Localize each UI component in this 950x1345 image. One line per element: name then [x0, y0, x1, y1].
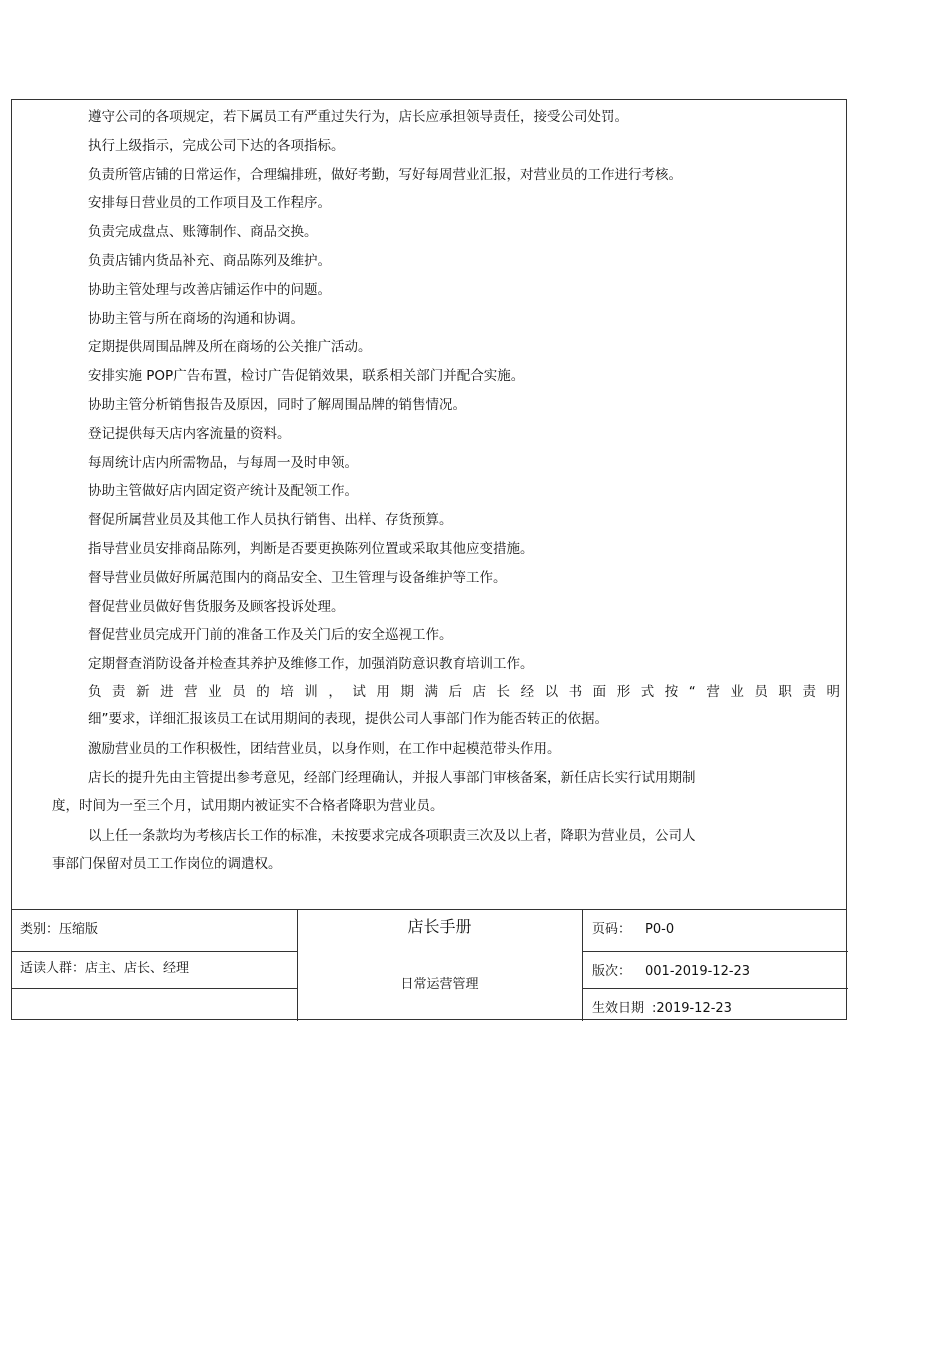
duty-line: 执行上级指示，完成公司下达的各项指标。 [88, 137, 345, 154]
duty-line: 督促营业员做好售货服务及顾客投诉处理。 [88, 598, 345, 615]
justified-char: 以 [544, 684, 559, 700]
divider [582, 910, 583, 1021]
effective-label: 生效日期 [592, 1001, 645, 1016]
duty-line: 定期提供周围品牌及所在商场的公关推广活动。 [88, 339, 372, 356]
page-label: 页码： [592, 922, 632, 937]
justified-char: 经 [520, 684, 535, 700]
justified-char: “ [688, 684, 696, 700]
justified-char: 新 [136, 684, 150, 700]
duty-line: 负责店铺内货品补充、商品陈列及维护。 [88, 253, 331, 269]
version-label: 版次： [592, 964, 632, 979]
document-body [12, 100, 846, 910]
promotion-line: 店长的提升先由主管提出参考意见，经部门经理确认，并报人事部门审核备案，新任店长实行试用期制 [88, 770, 696, 786]
duty-line: 每周统计店内所需物品，与每周一及时申领。 [88, 454, 358, 471]
document-footer-table [12, 909, 846, 1021]
justified-char: 负 [88, 684, 102, 700]
justified-char: 责 [802, 684, 816, 700]
divider [12, 951, 297, 952]
duty-line: 遵守公司的各项规定，若下属员工有严重过失行为，店长应承担领导责任，接受公司处罚。 [88, 109, 628, 125]
justified-char: 营 [184, 684, 198, 700]
justified-char: 后 [448, 684, 462, 700]
manual-subtitle: 日常运营管理 [400, 977, 479, 992]
duty-line: 督导营业员做好所属范围内的商品安全、卫生管理与设备维护等工作。 [88, 569, 507, 586]
justified-char: ， [328, 684, 342, 700]
divider [582, 951, 848, 952]
effective-date-cell [592, 1001, 732, 1017]
audience-cell: 适读人群：店主、店长、经理 [20, 961, 190, 976]
manual-title: 店长手册 [407, 917, 472, 936]
document-frame [11, 99, 847, 1020]
divider [582, 988, 848, 989]
category-cell: 类别：压缩版 [20, 922, 99, 937]
justified-char: 责 [112, 684, 126, 700]
version-cell [592, 964, 750, 980]
version-value: 001-2019-12-23 [645, 964, 751, 979]
divider [12, 988, 297, 989]
duty-line: 负责所管店铺的日常运作，合理编排班，做好考勤，写好每周营业汇报，对营业员的工作进行考核。 [88, 166, 682, 183]
justified-char: 形 [616, 684, 631, 700]
justified-char: 店 [472, 684, 486, 700]
justified-char: 营 [706, 684, 720, 700]
duty-line: 督促营业员完成开门前的准备工作及关门后的安全巡视工作。 [88, 627, 453, 644]
justified-char: 试 [352, 684, 366, 700]
justified-char: 长 [496, 684, 511, 700]
duty-line: 登记提供每天店内客流量的资料。 [88, 425, 291, 442]
motivate-line: 激励营业员的工作积极性，团结营业员，以身作则，在工作中起模范带头作用。 [88, 741, 561, 757]
justified-char: 训 [304, 684, 318, 700]
page-value: P0-0 [645, 922, 675, 937]
justified-char: 按 [664, 684, 679, 700]
duty-line: 安排每日营业员的工作项目及工作程序。 [88, 195, 331, 212]
justified-char: 期 [400, 684, 414, 700]
justified-char: 式 [640, 684, 655, 700]
page-cell [592, 922, 674, 938]
justified-char: 员 [232, 684, 246, 700]
duty-line: 指导营业员安排商品陈列，判断是否要更换陈列位置或采取其他应变措施。 [88, 541, 534, 557]
justified-char: 业 [208, 684, 222, 700]
standard-line-cont: 事部门保留对员工工作岗位的调遣权。 [52, 856, 282, 872]
duty-line: 督促所属营业员及其他工作人员执行销售、出样、存货预算。 [88, 512, 453, 529]
duty-line: 负责完成盘点、账簿制作、商品交换。 [88, 224, 318, 241]
justified-char: 的 [256, 684, 270, 700]
justified-char: 进 [160, 684, 174, 700]
promotion-line-cont: 度，时间为一至三个月，试用期内被证实不合格者降职为营业员。 [52, 798, 444, 814]
duty-line: 协助主管做好店内固定资产统计及配领工作。 [88, 483, 358, 500]
duty-line: 安排实施 POP广告布置，检讨广告促销效果，联系相关部门并配合实施。 [88, 368, 525, 385]
justified-char: 用 [376, 684, 390, 700]
justified-char: 培 [280, 684, 294, 700]
standard-line: 以上任一条款均为考核店长工作的标准，未按要求完成各项职责三次及以上者，降职为营业员，公司人 [88, 828, 696, 844]
duty-line: 协助主管与所在商场的沟通和协调。 [88, 310, 304, 327]
training-line-cont: 细”要求，详细汇报该员工在试用期间的表现，提供公司人事部门作为能否转正的依据。 [88, 711, 608, 727]
duty-line: 协助主管分析销售报告及原因，同时了解周围品牌的销售情况。 [88, 397, 466, 413]
justified-char: 面 [592, 684, 607, 700]
justified-char: 员 [754, 684, 768, 700]
justified-char: 职 [778, 684, 792, 700]
duty-line: 协助主管处理与改善店铺运作中的问题。 [88, 281, 331, 298]
justified-char: 书 [568, 684, 583, 700]
duty-line: 定期督查消防设备并检查其养护及维修工作，加强消防意识教育培训工作。 [88, 656, 534, 673]
training-line [88, 683, 840, 701]
justified-char: 明 [826, 684, 840, 700]
effective-value: :2019-12-23 [652, 1001, 732, 1016]
justified-char: 满 [424, 684, 438, 700]
justified-char: 业 [730, 684, 744, 700]
